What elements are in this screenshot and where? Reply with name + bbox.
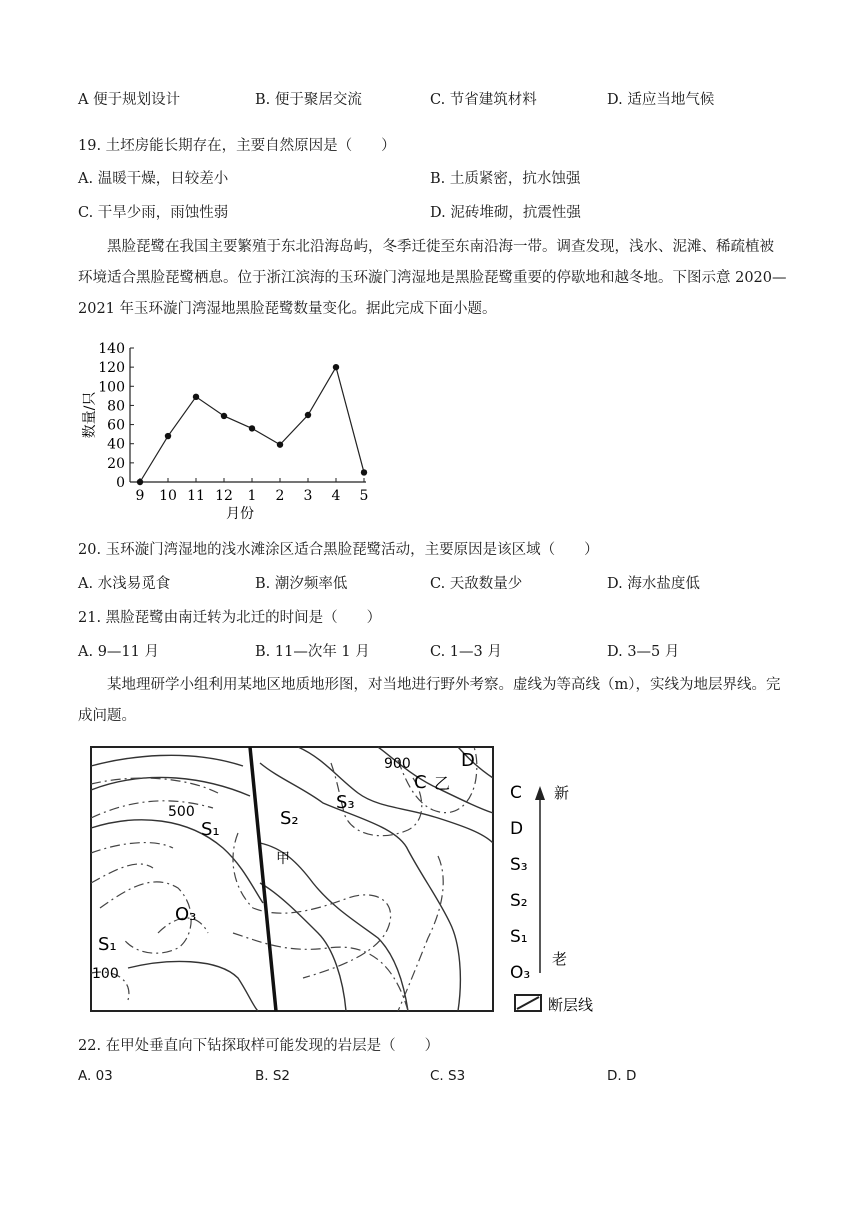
- legend-stratum-o3: O₃: [510, 963, 531, 983]
- spoonbill-count-chart: [78, 338, 378, 523]
- x-tick-label: 1: [247, 488, 257, 504]
- q19-option-c: C. 干旱少雨，雨蚀性弱: [78, 205, 229, 221]
- point-label-jia: 甲: [276, 851, 290, 867]
- data-point: [333, 364, 339, 370]
- stratum-label-d: D: [461, 750, 475, 771]
- data-point: [193, 394, 199, 400]
- x-tick-label: 5: [359, 488, 369, 504]
- q22-option-d: D. D: [607, 1068, 637, 1084]
- y-tick-label: 60: [107, 417, 125, 434]
- q19-stem: 19. 土坯房能长期存在，主要自然原因是（ ）: [78, 138, 396, 154]
- q21-option-a: A. 9—11 月: [78, 644, 159, 660]
- x-tick-label: 9: [135, 488, 145, 504]
- data-point: [305, 412, 311, 418]
- geologic-map: [78, 738, 618, 1023]
- q22-option-b: B. S2: [255, 1068, 291, 1084]
- q22-option-a: A. 03: [78, 1068, 113, 1084]
- x-tick-label: 2: [275, 488, 285, 504]
- y-axis-label: 数量/只: [82, 391, 98, 439]
- stratum-boundaries: [91, 747, 493, 1011]
- y-tick-label: 40: [107, 436, 125, 453]
- contour-label-100: 100: [92, 966, 119, 982]
- x-axis-label: 月份: [226, 506, 254, 522]
- q18-option-b: B. 便于聚居交流: [255, 92, 362, 108]
- series-line: [140, 367, 364, 482]
- x-tick-label: 4: [331, 488, 341, 504]
- data-point: [277, 441, 283, 447]
- legend-stratum-s1: S₁: [510, 927, 528, 947]
- legend-stratum-s3: S₃: [510, 855, 528, 875]
- contour-label-900: 900: [384, 756, 411, 772]
- x-tick-label: 12: [215, 488, 233, 504]
- x-tick-label: 10: [159, 488, 177, 504]
- strata-legend: [510, 783, 530, 983]
- q19-option-a: A. 温暖干燥，日较差小: [78, 171, 229, 187]
- q20-option-a: A. 水浅易觅食: [78, 576, 171, 592]
- y-tick-label: 20: [107, 455, 125, 472]
- data-point: [137, 479, 143, 485]
- q20-option-d: D. 海水盐度低: [607, 576, 700, 592]
- stratum-label-c: C: [414, 772, 427, 793]
- stratum-label-s1-top: S₁: [201, 819, 220, 840]
- passage-spoonbill: 黑脸琵鹭在我国主要繁殖于东北沿海岛屿，冬季迁徙至东南沿海一带。调查发现，浅水、泥滩、稀疏植被环境适合黑脸琵鹭栖息。位于浙江滨海的玉环漩门湾湿地是黑脸琵鹭重要的停歇地和越冬地。下图示意 2020—2021 年玉环漩门湾湿地黑脸琵鹭数量变化。据此完成下面小题。: [78, 239, 787, 317]
- q21-option-d: D. 3—5 月: [607, 644, 680, 660]
- stratum-label-s3: S₃: [336, 792, 355, 813]
- legend-new: 新: [554, 784, 570, 802]
- q22-stem: 22. 在甲处垂直向下钻探取样可能发现的岩层是（ ）: [78, 1038, 440, 1054]
- stratum-label-o3: O₃: [175, 904, 197, 925]
- y-tick-label: 80: [107, 398, 125, 415]
- q20-stem: 20. 玉环漩门湾湿地的浅水滩涂区适合黑脸琵鹭活动，主要原因是该区域（ ）: [78, 542, 599, 558]
- legend-old: 老: [552, 950, 568, 968]
- x-tick-label: 11: [187, 488, 205, 504]
- q20-option-b: B. 潮汐频率低: [255, 576, 348, 592]
- data-point: [249, 425, 255, 431]
- fault-line: [250, 747, 276, 1011]
- age-arrow-head: [535, 786, 545, 800]
- legend-stratum-d: D: [510, 819, 524, 839]
- y-tick-label: 140: [98, 341, 125, 357]
- q21-option-b: B. 11—次年 1 月: [255, 644, 370, 660]
- y-tick-label: 0: [116, 475, 125, 491]
- q20-option-c: C. 天敌数量少: [430, 576, 523, 592]
- data-point: [361, 469, 367, 475]
- legend-stratum-s2: S₂: [510, 891, 528, 911]
- q18-option-a: A 便于规划设计: [78, 92, 181, 108]
- data-point: [165, 433, 171, 439]
- q19-option-b: B. 土质紧密，抗水蚀强: [430, 171, 581, 187]
- contour-label-500: 500: [168, 804, 195, 820]
- x-tick-label: 3: [303, 488, 313, 504]
- y-tick-label: 100: [98, 379, 125, 396]
- q22-option-c: C. S3: [430, 1068, 466, 1084]
- legend-stratum-c: C: [510, 783, 522, 803]
- legend-fault-label: 断层线: [548, 996, 594, 1014]
- q21-stem: 21. 黑脸琵鹭由南迁转为北迁的时间是（ ）: [78, 610, 382, 626]
- stratum-label-s1-bottom: S₁: [98, 934, 117, 955]
- q19-option-d: D. 泥砖堆砌，抗震性强: [430, 205, 581, 221]
- stratum-label-s2: S₂: [280, 808, 299, 829]
- passage-geology: 某地理研学小组利用某地区地质地形图，对当地进行野外考察。虚线为等高线（m），实线为地层界线。完成问题。: [78, 677, 781, 724]
- y-tick-label: 120: [98, 360, 125, 377]
- q18-option-c: C. 节省建筑材料: [430, 92, 537, 108]
- q18-option-d: D. 适应当地气候: [607, 92, 715, 108]
- point-label-yi: 乙: [434, 774, 451, 793]
- data-point: [221, 413, 227, 419]
- q21-option-c: C. 1—3 月: [430, 644, 502, 660]
